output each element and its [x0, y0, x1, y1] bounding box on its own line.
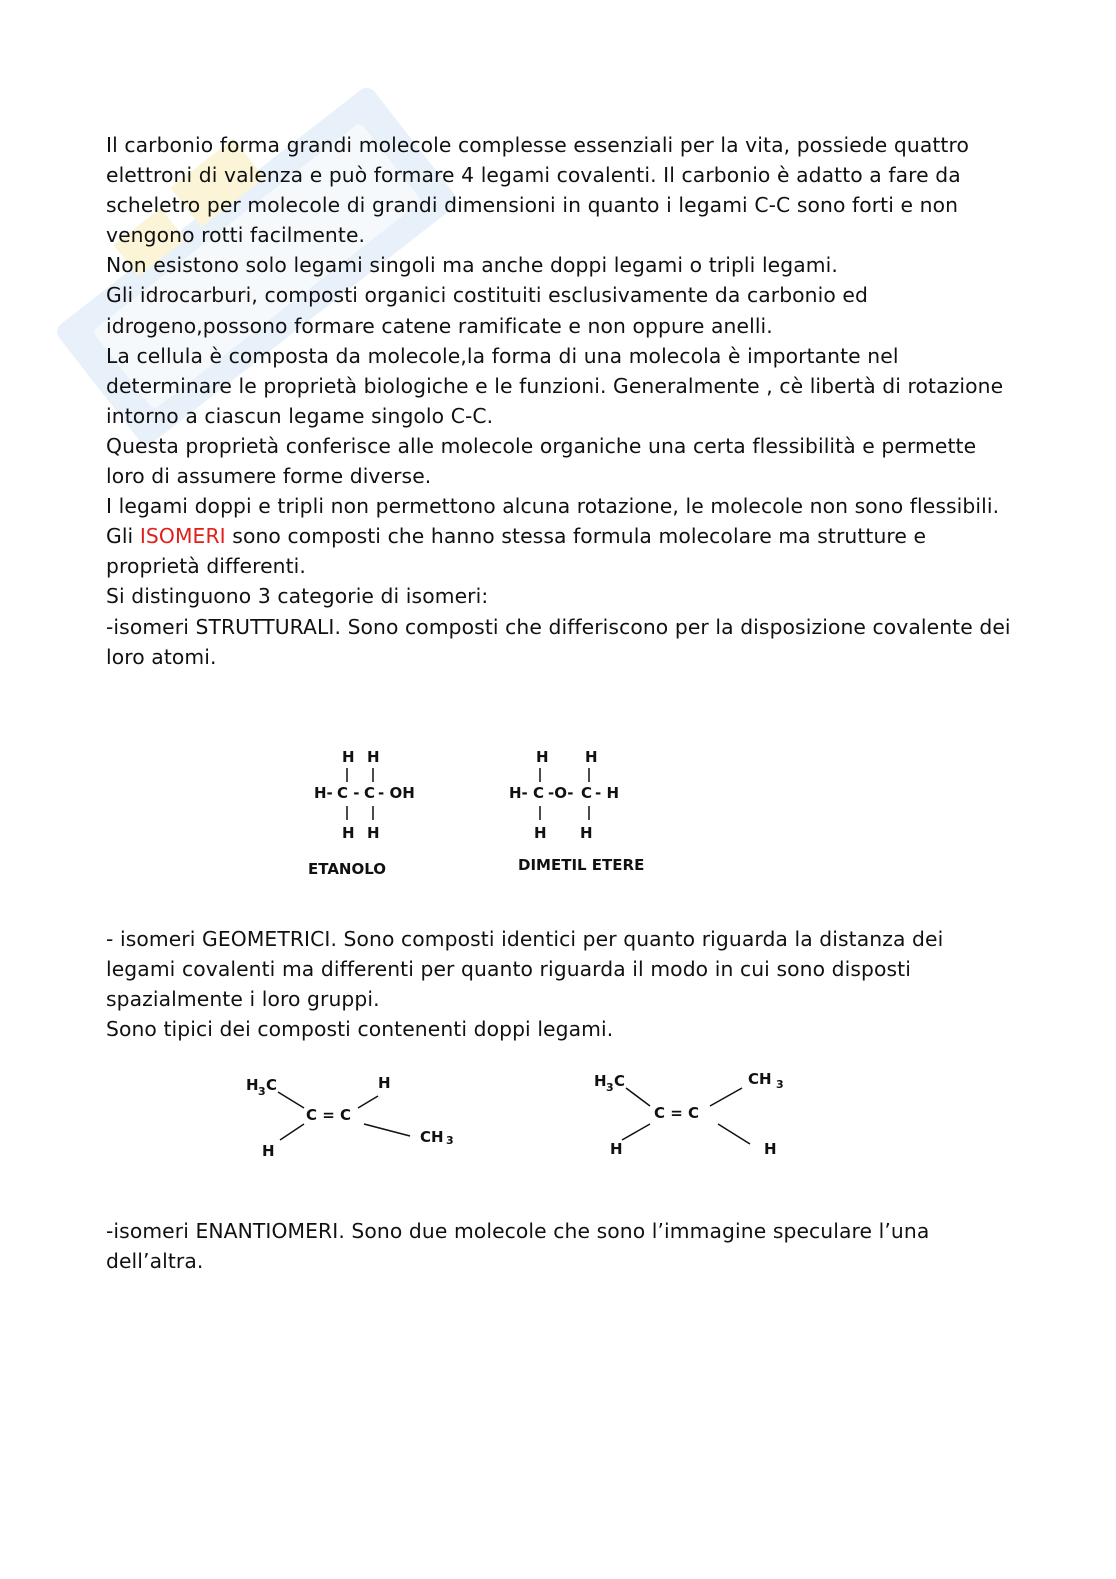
paragraph-4: La cellula è composta da molecole,la forma di una molecola è importante nel determinare le proprietà biologiche e le funzioni. Generalmente , cè libertà di rotazione intorno a ciascun legame singolo C-C. [106, 343, 1004, 428]
atom-label: H [342, 824, 355, 842]
atom-label: 3 [258, 1085, 266, 1098]
atom-label: -O- [548, 784, 574, 802]
isomeri-suffix: sono composti che hanno stessa formula molecolare ma strutture e proprietà differenti. [106, 524, 927, 579]
isomeri-prefix: Gli [106, 524, 140, 549]
structural-isomers: -isomeri STRUTTURALI. Sono composti che differiscono per la disposizione covalente dei loro atomi. [106, 614, 1011, 669]
atom-label: H [262, 1142, 275, 1160]
atom-label: C [614, 1072, 626, 1090]
atom-label: H [580, 824, 593, 842]
atom-label: H [594, 1072, 607, 1090]
atom-label: - H [595, 784, 620, 802]
main-text [106, 130, 1016, 672]
paragraph-3: Gli idrocarburi, composti organici costituiti esclusivamente da carbonio ed idrogeno,possono formare catene ramificate e non oppure anelli. [106, 283, 868, 338]
atom-label: H [367, 748, 380, 766]
paragraph-5: Questa proprietà conferisce alle molecole organiche una certa flessibilità e permette loro di assumere forme diverse. [106, 433, 977, 489]
atom-label: C = C [654, 1104, 700, 1122]
enantiomers-text: -isomeri ENANTIOMERI. Sono due molecole che sono l’immagine speculare l’una dell’altra. [106, 1219, 930, 1274]
geometric-note: Sono tipici dei composti contenenti doppi legami. [106, 1017, 614, 1042]
atom-label: H [246, 1076, 259, 1094]
atom-label: 3 [446, 1134, 454, 1147]
atom-label: H [610, 1140, 623, 1158]
atom-label: CH [748, 1070, 772, 1088]
atom-label: H [342, 748, 355, 766]
dimetil-etere-label: DIMETIL ETERE [518, 856, 645, 874]
atom-label: C - [337, 784, 360, 802]
categories-intro: Si distinguono 3 categorie di isomeri: [106, 584, 489, 609]
atom-label: C [533, 784, 545, 802]
isomeri-definition [106, 521, 1016, 581]
atom-label: H [764, 1140, 777, 1158]
isomeri-highlight: ISOMERI [139, 524, 226, 549]
atom-label: CH [420, 1128, 444, 1146]
etanolo-label: ETANOLO [308, 860, 387, 878]
atom-label: C [581, 784, 593, 802]
geometric-section [106, 924, 1016, 1044]
paragraph-1: Il carbonio forma grandi molecole complesse essenziali per la vita, possiede quattro elettroni di valenza e può formare 4 legami covalenti. Il carbonio è adatto a fare da scheletro per molecole di grandi dimensioni in quanto i legami C-C sono forti e non vengono rotti facilmente. [106, 133, 969, 248]
atom-label: H- [509, 784, 528, 802]
atom-label: H [378, 1074, 391, 1092]
atom-label: H [534, 824, 547, 842]
enantiomers-section [106, 1216, 1016, 1276]
atom-label: C [364, 784, 376, 802]
paragraph-2: Non esistono solo legami singoli ma anche doppi legami o tripli legami. [106, 253, 838, 278]
atom-label: H- [314, 784, 333, 802]
atom-label: C [266, 1076, 278, 1094]
atom-label: H [585, 748, 598, 766]
paragraph-6: I legami doppi e tripli non permettono alcuna rotazione, le molecole non sono flessibili. [106, 494, 1000, 519]
atom-label: 3 [606, 1081, 614, 1094]
geometric-isomers: - isomeri GEOMETRICI. Sono composti identici per quanto riguarda la distanza dei legami covalenti ma differenti per quanto riguarda il modo in cui sono disposti spazialmente i loro gruppi. [106, 927, 944, 1012]
atom-label: - OH [378, 784, 415, 802]
atom-label: H [536, 748, 549, 766]
geometric-isomers-figure [240, 1062, 800, 1172]
atom-label: C = C [306, 1106, 352, 1124]
structural-isomers-figure [300, 740, 680, 890]
atom-label: H [367, 824, 380, 842]
atom-label: 3 [776, 1078, 784, 1091]
